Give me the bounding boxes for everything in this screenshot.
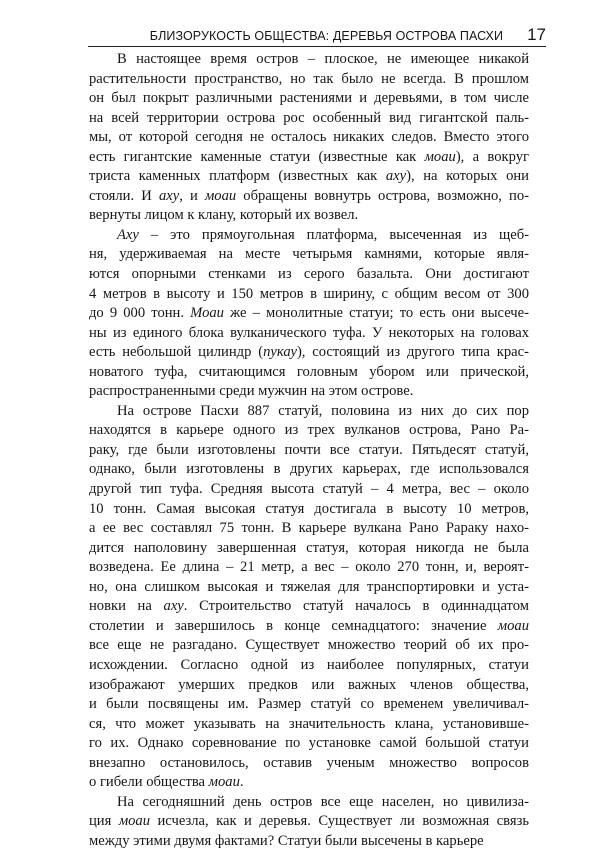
text-line: ня, удерживаемая на месте четырьмя камнями, которые явля- bbox=[89, 246, 529, 263]
text-line: го их. Однако соревнование по установке самой большой статуи bbox=[89, 735, 529, 752]
text-line: и были посвящены им. Размер статуй со временем увеличивал- bbox=[89, 696, 529, 713]
text-line: однако, были изготовлены в других карьерах, где использовался bbox=[89, 461, 529, 478]
running-title: БЛИЗОРУКОСТЬ ОБЩЕСТВА: ДЕРЕВЬЯ ОСТРОВА ПАСХИ bbox=[149, 29, 504, 43]
text-line: На сегодняшний день остров все еще населен, но цивилиза- bbox=[117, 793, 529, 810]
text-line: все еще не разгадано. Существует множество теорий об их про- bbox=[89, 637, 529, 654]
text-line: возведена. Ее длина – 21 метр, а вес – около 270 тонн, и, вероят- bbox=[89, 559, 529, 576]
text-line: ция моаи исчезла, как и деревья. Существует ли возможная связь bbox=[89, 813, 530, 830]
paragraph bbox=[89, 402, 529, 793]
text-line: до 9 000 тонн. Моаи же – монолитные статуи; то есть они высече- bbox=[89, 305, 529, 322]
text-line: стояли. И аху, и моаи обращены вовнутрь острова, возможно, по- bbox=[89, 187, 529, 204]
page-number: 17 bbox=[527, 25, 546, 44]
text-line: ны из единого блока вулканического туфа. У некоторых на головах bbox=[89, 324, 529, 341]
text-line: новатого туфа, считающимся головным убором или прической, bbox=[89, 363, 529, 380]
text-line: растительности пространство, но так было не всегда. В прошлом bbox=[89, 70, 529, 87]
text-line: 4 метров в высоту и 150 метров в ширину, с общим весом от 300 bbox=[89, 285, 529, 302]
page-body bbox=[89, 50, 529, 851]
text-line: есть небольшой цилиндр (пукау), состоящий из другого типа крас- bbox=[89, 344, 529, 361]
text-line: о гибели общества моаи. bbox=[89, 774, 244, 791]
text-line: Аху – это прямоугольная платформа, высеченная из щеб- bbox=[117, 226, 529, 243]
text-line: В настоящее время остров – плоское, не имеющее никакой bbox=[117, 51, 529, 67]
text-line: другой тип туфа. Средняя высота статуй – 4 метра, вес – около bbox=[89, 481, 529, 498]
paragraph bbox=[89, 50, 529, 226]
running-header bbox=[88, 24, 546, 47]
text-line: исхождении. Согласно одной из наиболее популярных, статуи bbox=[89, 656, 529, 673]
text-line: На острове Пасхи 887 статуй, половина из них до сих пор bbox=[117, 402, 529, 419]
text-line: внезапно остановилось, оставив ученым множество вопросов bbox=[89, 754, 529, 771]
text-line: но, она слишком высокая и тяжелая для транспортировки и уста- bbox=[89, 578, 529, 595]
text-line: изображают умерших предков или важных членов общества, bbox=[89, 676, 529, 693]
text-line: дится наполовину завершенная статуя, которая никогда не была bbox=[89, 539, 529, 556]
text-line: находятся в карьере одного из трех вулканов острова, Рано Ра- bbox=[89, 422, 529, 439]
text-line: новки на аху. Строительство статуй началось в одиннадцатом bbox=[89, 598, 529, 615]
text-line: ся, что может указывать на значительность клана, установивше- bbox=[89, 715, 529, 732]
paragraph bbox=[89, 226, 529, 402]
text-line: мы, от которой сегодня не осталось никаких следов. Вместо этого bbox=[89, 129, 529, 146]
text-line: есть гигантские каменные статуи (известные как моаи), а вокруг bbox=[89, 148, 529, 165]
text-line: столетии и завершилось в конце семнадцатого: значение моаи bbox=[89, 617, 529, 634]
text-line: триста каменных платформ (известных как аху), на которых они bbox=[89, 168, 529, 185]
paragraph bbox=[89, 793, 529, 851]
text-line: раку, где были изготовлены почти все статуи. Пятьдесят статуй, bbox=[89, 441, 529, 458]
text-line: ются опорными стенками из серого базальта. Они достигают bbox=[89, 266, 529, 283]
text-line: вернуты лицом к клану, который их возвел. bbox=[89, 207, 359, 224]
text-line: 10 тонн. Самая высокая статуя достигала в высоту 10 метров, bbox=[89, 500, 529, 517]
text-line: распространенными среди мужчин на этом острове. bbox=[89, 383, 414, 400]
text-line: а ее вес составлял 75 тонн. В карьере вулкана Рано Рараку нахо- bbox=[89, 520, 529, 537]
text-line: на всей территории острова рос особенный вид гигантской паль- bbox=[89, 109, 529, 126]
text-line: между этими двумя фактами? Статуи были высечены в карьере bbox=[89, 832, 484, 849]
text-line: он был покрыт различными растениями и деревьями, в том числе bbox=[89, 90, 529, 107]
